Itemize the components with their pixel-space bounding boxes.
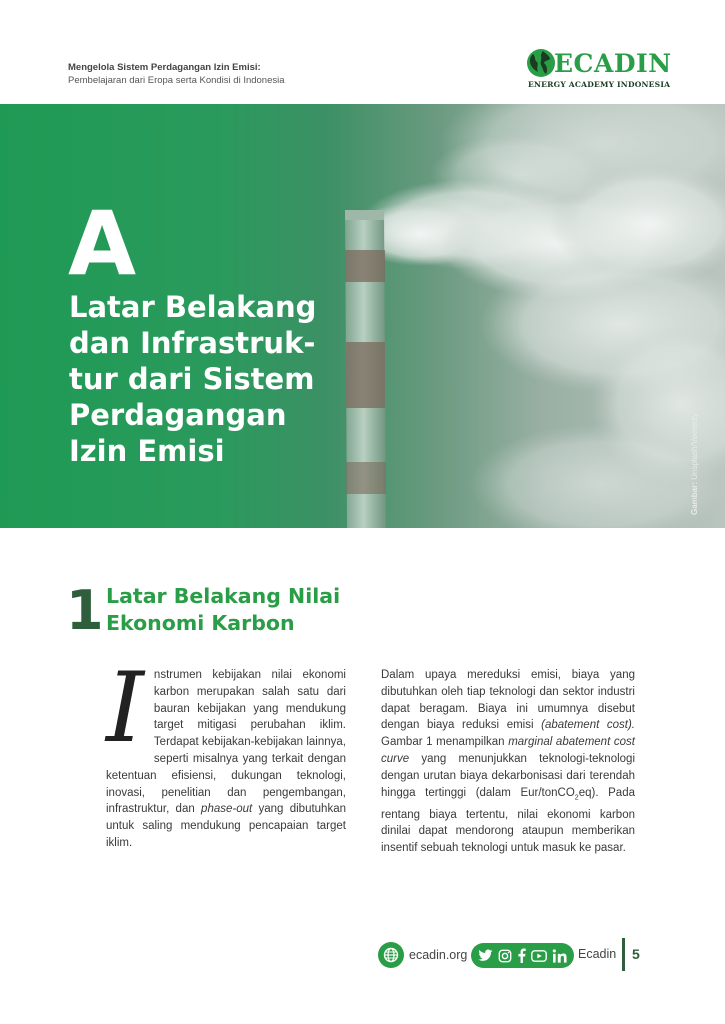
social-links-pill: [471, 943, 574, 968]
body-column-right: Dalam upaya mereduksi emisi, biaya yang dibutuhkan oleh tiap teknologi dan sektor industri dapat beragam. Biaya ini umumnya disebut dengan biaya reduksi emisi (abatement cost). Gambar 1 menampilkan marginal abatement cost curve yang menunjukkan teknologi-teknologi dengan urutan biaya dekarbonisasi dari terendah hingga tertinggi (dalam Eur/tonCO$_2$eq). Pada rentang biaya tertentu, nilai ekonomi karbon dinilai dapat mendorong ataupun memberikan insentif sebuah teknologi untuk masuk ke pasar.: [381, 669, 635, 855]
website-url: ecadin.org: [409, 948, 468, 962]
globe-logo-icon: [526, 48, 556, 78]
body-column-left: Instrumen kebijakan nilai ekonomi karbon merupakan salah satu dari bauran kebijakan yang mendukung target mitigasi perubahan iklim. Terdapat kebijakan-kebijakan lainnya, seperti misalnya yang terkait dengan ketentuan efisiensi, dukungan teknologi, inovasi, penelitian dan pengembangan, infrastruktur, dan phase-out yang dibutuhkan untuk saling mendukung pencapaian target iklim.: [106, 652, 346, 849]
instagram-icon[interactable]: [498, 949, 512, 963]
page-number: 5: [632, 946, 640, 962]
photo-credit: Gambar: Unsplash/Veeterzy: [690, 413, 699, 515]
chapter-title-line-1: Latar Belakang: [69, 290, 317, 324]
logo-name: ECADIN: [554, 49, 672, 78]
logo-tagline: ENERGY ACADEMY INDONESIA: [528, 80, 671, 89]
ecadin-logo: [526, 46, 672, 96]
section-number: 1: [66, 579, 104, 642]
globe-icon: [378, 942, 404, 968]
chapter-title-line-2: dan Infrastruk-: [69, 326, 316, 360]
footer-divider: [622, 938, 625, 971]
twitter-icon[interactable]: [478, 949, 493, 962]
drop-cap: I: [106, 652, 144, 764]
document-title: Mengelola Sistem Perdagangan Izin Emisi:: [68, 62, 261, 73]
linkedin-icon[interactable]: [552, 949, 568, 963]
section-title: Latar Belakang Nilai Ekonomi Karbon: [106, 584, 341, 635]
chapter-letter: A: [68, 192, 137, 295]
youtube-icon[interactable]: [531, 950, 547, 962]
chapter-title-line-4: Perdagangan: [69, 398, 287, 432]
footer-brand: Ecadin: [578, 947, 617, 961]
footer-website-link[interactable]: [378, 940, 467, 970]
document-subtitle: Pembelajaran dari Eropa serta Kondisi di Indonesia: [68, 75, 285, 86]
chapter-title-line-5: Izin Emisi: [69, 434, 225, 468]
facebook-icon[interactable]: [517, 948, 526, 963]
chapter-title-line-3: tur dari Sistem: [69, 362, 315, 396]
hero-banner: [0, 104, 725, 528]
document-header: [68, 61, 285, 87]
